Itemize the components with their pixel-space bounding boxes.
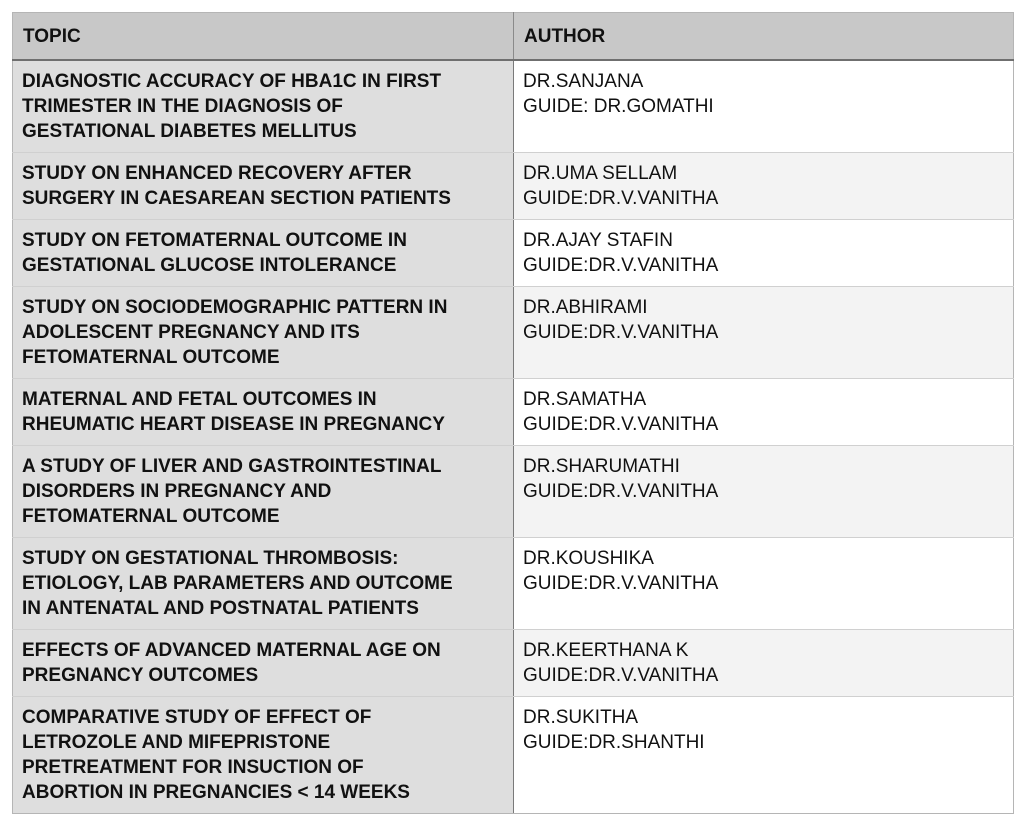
topic-line: PREGNANCY OUTCOMES — [22, 665, 259, 686]
topic-line: DIAGNOSTIC ACCURACY OF HBA1C IN FIRST — [22, 71, 442, 92]
table-row — [13, 538, 1014, 630]
table-row — [13, 60, 1014, 153]
topic-line: DISORDERS IN PREGNANCY AND — [22, 481, 332, 502]
topic-line: PRETREATMENT FOR INSUCTION OF — [22, 757, 364, 778]
author-name: DR.SUKITHA — [523, 707, 639, 728]
topic-line: IN ANTENATAL AND POSTNATAL PATIENTS — [22, 598, 419, 619]
topic-column-header: TOPIC — [13, 13, 514, 61]
topic-line: A STUDY OF LIVER AND GASTROINTESTINAL — [22, 456, 442, 477]
topic-line: FETOMATERNAL OUTCOME — [22, 506, 280, 527]
topic-line: EFFECTS OF ADVANCED MATERNAL AGE ON — [22, 640, 441, 661]
topic-line: COMPARATIVE STUDY OF EFFECT OF — [22, 707, 372, 728]
topic-cell — [13, 60, 514, 153]
topic-line: FETOMATERNAL OUTCOME — [22, 347, 280, 368]
topic-cell — [13, 220, 514, 287]
guide-name: GUIDE: DR.GOMATHI — [523, 96, 714, 117]
topic-line: ETIOLOGY, LAB PARAMETERS AND OUTCOME — [22, 573, 453, 594]
author-name: DR.ABHIRAMI — [523, 297, 648, 318]
guide-name: GUIDE:DR.V.VANITHA — [523, 481, 719, 502]
author-name: DR.KEERTHANA K — [523, 640, 689, 661]
topic-cell — [13, 287, 514, 379]
author-cell — [514, 538, 1014, 630]
topics-table — [12, 12, 1014, 814]
author-cell — [514, 379, 1014, 446]
topic-line: STUDY ON ENHANCED RECOVERY AFTER — [22, 163, 412, 184]
topic-line: LETROZOLE AND MIFEPRISTONE — [22, 732, 331, 753]
table-row — [13, 220, 1014, 287]
topic-cell — [13, 630, 514, 697]
author-name: DR.KOUSHIKA — [523, 548, 654, 569]
guide-name: GUIDE:DR.V.VANITHA — [523, 188, 719, 209]
author-cell — [514, 287, 1014, 379]
author-cell — [514, 446, 1014, 538]
topic-line: MATERNAL AND FETAL OUTCOMES IN — [22, 389, 377, 410]
guide-name: GUIDE:DR.V.VANITHA — [523, 573, 719, 594]
author-name: DR.SAMATHA — [523, 389, 647, 410]
table-body — [13, 60, 1014, 814]
author-name: DR.SHARUMATHI — [523, 456, 680, 477]
author-column-header: AUTHOR — [514, 13, 1014, 61]
author-name: DR.SANJANA — [523, 71, 644, 92]
guide-name: GUIDE:DR.V.VANITHA — [523, 414, 719, 435]
guide-name: GUIDE:DR.V.VANITHA — [523, 665, 719, 686]
author-name: DR.UMA SELLAM — [523, 163, 678, 184]
guide-name: GUIDE:DR.V.VANITHA — [523, 322, 719, 343]
guide-name: GUIDE:DR.V.VANITHA — [523, 255, 719, 276]
topic-line: GESTATIONAL DIABETES MELLITUS — [22, 121, 357, 142]
topic-cell — [13, 446, 514, 538]
table-header-row — [13, 13, 1014, 61]
topic-line: STUDY ON SOCIODEMOGRAPHIC PATTERN IN — [22, 297, 448, 318]
author-cell — [514, 630, 1014, 697]
author-cell — [514, 220, 1014, 287]
table-row — [13, 697, 1014, 814]
document-page — [12, 12, 1013, 814]
topic-line: RHEUMATIC HEART DISEASE IN PREGNANCY — [22, 414, 445, 435]
table-row — [13, 446, 1014, 538]
table-row — [13, 630, 1014, 697]
topic-line: ABORTION IN PREGNANCIES < 14 WEEKS — [22, 782, 410, 803]
topic-cell — [13, 538, 514, 630]
topic-line: ADOLESCENT PREGNANCY AND ITS — [22, 322, 360, 343]
table-row — [13, 153, 1014, 220]
topic-line: STUDY ON GESTATIONAL THROMBOSIS: — [22, 548, 399, 569]
table-row — [13, 379, 1014, 446]
author-cell — [514, 697, 1014, 814]
topic-line: TRIMESTER IN THE DIAGNOSIS OF — [22, 96, 343, 117]
table-row — [13, 287, 1014, 379]
author-cell — [514, 153, 1014, 220]
topic-line: STUDY ON FETOMATERNAL OUTCOME IN — [22, 230, 407, 251]
topic-cell — [13, 153, 514, 220]
topic-cell — [13, 379, 514, 446]
topic-line: GESTATIONAL GLUCOSE INTOLERANCE — [22, 255, 397, 276]
author-cell — [514, 60, 1014, 153]
guide-name: GUIDE:DR.SHANTHI — [523, 732, 705, 753]
author-name: DR.AJAY STAFIN — [523, 230, 673, 251]
topic-line: SURGERY IN CAESAREAN SECTION PATIENTS — [22, 188, 451, 209]
topic-cell — [13, 697, 514, 814]
